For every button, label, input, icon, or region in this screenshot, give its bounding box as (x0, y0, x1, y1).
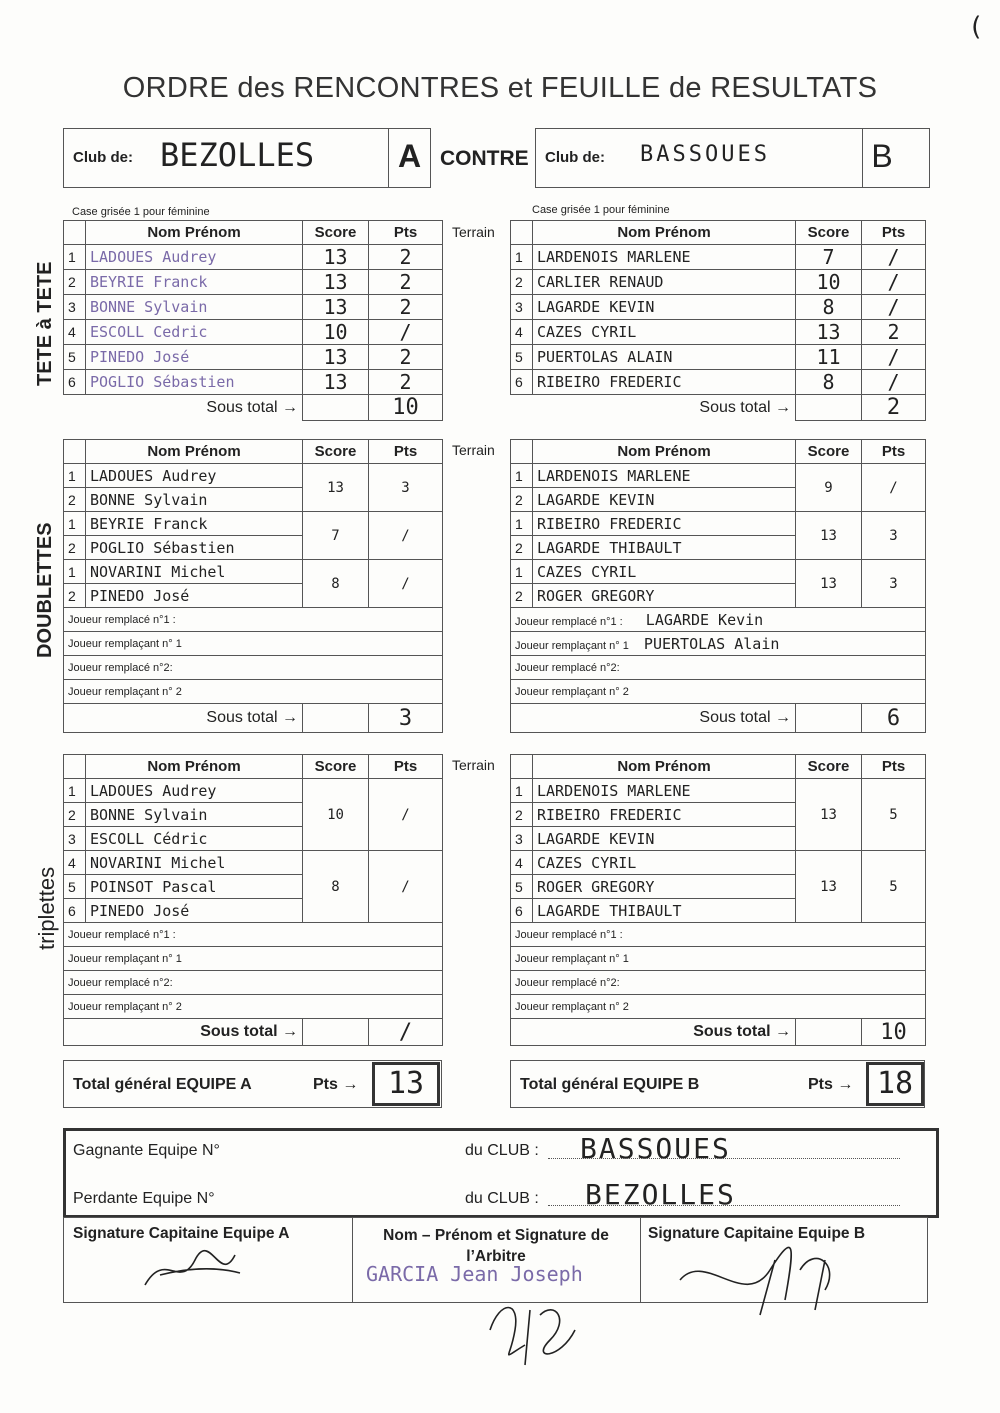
remplace-1-label: Joueur remplacé n°1 : (515, 615, 623, 628)
trip-b-total: 10 (862, 1019, 926, 1046)
player-name: POGLIO Sébastien (86, 536, 303, 560)
player-name: PINEDO José (86, 345, 303, 370)
row-number: 6 (511, 370, 533, 395)
player-name: CAZES CYRIL (533, 560, 796, 584)
table-row (64, 270, 443, 295)
col-pts: Pts (369, 221, 443, 245)
note-a: Case grisée 1 pour féminine (72, 206, 210, 218)
signature-arbitre-label: Nom – Prénom et Signature de l’Arbitre (383, 1227, 609, 1265)
player-name: NOVARINI Michel (86, 560, 303, 584)
score-value: 13 (303, 345, 369, 370)
score-value: 9 (796, 464, 862, 512)
player-name: LADOUES Audrey (86, 245, 303, 270)
table-row (64, 370, 443, 395)
section-label-triplettes: triplettes (34, 866, 59, 950)
row-number: 2 (511, 270, 533, 295)
tete-a-total: 10 (369, 395, 443, 421)
player-name: ESCOLL Cedric (86, 320, 303, 345)
pts-value: 3 (369, 464, 443, 512)
col-score: Score (303, 755, 369, 779)
signature-cap-b-label: Signature Capitaine Equipe B (648, 1225, 866, 1242)
gagnante-label: Gagnante Equipe N° (73, 1142, 220, 1159)
signature-cap-b-image (675, 1240, 855, 1320)
col-score: Score (796, 221, 862, 245)
row-number: 3 (511, 295, 533, 320)
tete-table-a (63, 220, 443, 421)
score-value: 13 (303, 270, 369, 295)
col-pts: Pts (369, 440, 443, 464)
trip-a-total: / (369, 1019, 443, 1046)
col-nom: Nom Prénom (86, 221, 303, 245)
player-name: ROGER GREGORY (533, 584, 796, 608)
score-value: 8 (796, 370, 862, 395)
table-row (511, 270, 926, 295)
perdante-du-club-label: du CLUB : (465, 1190, 539, 1207)
perdante-club: BEZOLLES (585, 1178, 736, 1211)
gagnante-du-club-label: du CLUB : (465, 1142, 539, 1159)
section-label-tete: TETE à TETE (34, 261, 56, 386)
row-number: 1 (64, 779, 86, 803)
player-name: ROGER GREGORY (533, 875, 796, 899)
remplacant-2-label: Joueur remplaçant n° 2 (511, 995, 926, 1019)
row-number: 2 (64, 584, 86, 608)
total-b-pts-label: Pts → (808, 1076, 854, 1093)
player-name: BEYRIE Franck (86, 270, 303, 295)
col-nom: Nom Prénom (533, 221, 796, 245)
player-name: CAZES CYRIL (533, 851, 796, 875)
row-number: 2 (64, 488, 86, 512)
row-number: 5 (64, 345, 86, 370)
score-value: 10 (303, 779, 369, 851)
pts-value: / (862, 245, 926, 270)
total-a-value: 13 (387, 1066, 425, 1101)
pts-value: 3 (862, 512, 926, 560)
pts-value: 5 (862, 851, 926, 923)
terrain-label-3: Terrain (452, 757, 495, 773)
table-row (511, 464, 926, 488)
score-value: 13 (303, 370, 369, 395)
row-number: 1 (511, 512, 533, 536)
row-number: 1 (64, 560, 86, 584)
col-nom: Nom Prénom (86, 755, 303, 779)
gagnante-line (548, 1158, 900, 1159)
signature-divider-1 (352, 1217, 353, 1303)
triplettes-table-a (63, 754, 443, 1046)
club-a-label: Club de: (73, 149, 133, 166)
player-name: LAGARDE KEVIN (533, 827, 796, 851)
pts-value: / (862, 345, 926, 370)
remplacant-2-label: Joueur remplaçant n° 2 (64, 995, 443, 1019)
player-name: CARLIER RENAUD (533, 270, 796, 295)
table-row (64, 779, 443, 803)
note-b: Case grisée 1 pour féminine (532, 204, 670, 216)
table-row (64, 512, 443, 536)
b-remplace-1-value: LAGARDE Kevin (645, 610, 764, 629)
pts-value: 5 (862, 779, 926, 851)
table-row (511, 295, 926, 320)
pts-value: 2 (369, 370, 443, 395)
table-row (511, 560, 926, 584)
pts-value: / (862, 464, 926, 512)
terrain-label-2: Terrain (452, 442, 495, 458)
corner-mark: ( (968, 12, 984, 42)
remplace-1-label: Joueur remplacé n°1 : (64, 608, 443, 632)
club-a-name: BEZOLLES (160, 136, 315, 174)
row-number: 1 (511, 560, 533, 584)
total-a-pts-label: Pts → (313, 1076, 359, 1093)
remplace-2-label: Joueur remplacé n°2: (64, 971, 443, 995)
player-name: RIBEIRO FREDERIC (533, 370, 796, 395)
player-name: BONNE Sylvain (86, 488, 303, 512)
table-row (511, 345, 926, 370)
score-value: 13 (796, 560, 862, 608)
doublettes-table-b (510, 439, 926, 733)
remplacant-1-label: Joueur remplaçant n° 1 (511, 947, 926, 971)
pts-value: / (862, 370, 926, 395)
row-number: 5 (64, 875, 86, 899)
col-nom: Nom Prénom (533, 440, 796, 464)
row-number: 2 (64, 270, 86, 295)
section-label-doublettes: DOUBLETTES (34, 522, 56, 658)
col-nom: Nom Prénom (533, 755, 796, 779)
pts-value: 2 (369, 295, 443, 320)
signature-divider-2 (640, 1217, 641, 1303)
club-b-label: Club de: (545, 149, 605, 166)
sous-total-label: Sous total → (511, 704, 796, 733)
team-b-letter: B (871, 138, 893, 174)
row-number: 1 (511, 464, 533, 488)
signature-arbitre-image (480, 1290, 590, 1370)
row-number: 1 (511, 245, 533, 270)
col-pts: Pts (862, 221, 926, 245)
club-b-name: BASSOUES (640, 142, 770, 167)
remplace-2-label: Joueur remplacé n°2: (511, 656, 926, 680)
table-row (64, 345, 443, 370)
player-name: LADOUES Audrey (86, 779, 303, 803)
col-score: Score (303, 221, 369, 245)
total-b-label: Total général EQUIPE B (520, 1076, 700, 1093)
pts-value: / (862, 270, 926, 295)
player-name: ESCOLL Cédric (86, 827, 303, 851)
pts-value: / (369, 779, 443, 851)
score-value: 7 (796, 245, 862, 270)
pts-value: 2 (369, 270, 443, 295)
score-value: 8 (796, 295, 862, 320)
remplacant-1-label: Joueur remplaçant n° 1 (64, 947, 443, 971)
page-title: ORDRE des RENCONTRES et FEUILLE de RESULTATS (122, 72, 878, 104)
sous-total-label: Sous total → (64, 1019, 303, 1046)
remplace-2-label: Joueur remplacé n°2: (511, 971, 926, 995)
table-row (64, 851, 443, 875)
row-number: 2 (511, 584, 533, 608)
player-name: LARDENOIS MARLENE (533, 464, 796, 488)
score-value: 13 (796, 851, 862, 923)
table-row (511, 245, 926, 270)
player-name: NOVARINI Michel (86, 851, 303, 875)
total-a-label: Total général EQUIPE A (73, 1076, 252, 1093)
player-name: LARDENOIS MARLENE (533, 779, 796, 803)
row-number: 5 (511, 345, 533, 370)
row-number: 2 (64, 536, 86, 560)
score-value: 13 (303, 464, 369, 512)
signature-cap-a-image (140, 1245, 250, 1295)
col-pts: Pts (369, 755, 443, 779)
table-row (511, 320, 926, 345)
pts-value: / (369, 320, 443, 345)
pts-value: / (369, 512, 443, 560)
player-name: LAGARDE THIBAULT (533, 899, 796, 923)
sous-total-label: Sous total → (511, 395, 796, 421)
remplacant-1-label: Joueur remplaçant n° 1 (515, 639, 629, 652)
player-name: PINEDO José (86, 899, 303, 923)
row-number: 3 (511, 827, 533, 851)
player-name: LAGARDE THIBAULT (533, 536, 796, 560)
table-row (64, 560, 443, 584)
row-number: 6 (64, 899, 86, 923)
player-name: PUERTOLAS ALAIN (533, 345, 796, 370)
player-name: BONNE Sylvain (86, 295, 303, 320)
pts-value: / (369, 560, 443, 608)
triplettes-table-b (510, 754, 926, 1046)
contre-label: CONTRE (440, 147, 529, 170)
player-name: LADOUES Audrey (86, 464, 303, 488)
table-row (64, 295, 443, 320)
col-nom: Nom Prénom (86, 440, 303, 464)
pts-value: / (369, 851, 443, 923)
doublettes-table-a (63, 439, 443, 733)
col-pts: Pts (862, 440, 926, 464)
score-value: 13 (796, 779, 862, 851)
score-value: 8 (303, 560, 369, 608)
player-name: POINSOT Pascal (86, 875, 303, 899)
row-number: 4 (511, 320, 533, 345)
team-a-letter: A (397, 138, 422, 174)
row-number: 2 (64, 803, 86, 827)
pts-value: 2 (369, 345, 443, 370)
player-name: CAZES CYRIL (533, 320, 796, 345)
col-score: Score (796, 440, 862, 464)
gagnante-club: BASSOUES (580, 1132, 731, 1165)
perdante-label: Perdante Equipe N° (73, 1190, 215, 1207)
score-value: 11 (796, 345, 862, 370)
sous-total-label: Sous total → (64, 395, 303, 421)
pts-value: 2 (862, 320, 926, 345)
row-number: 1 (511, 779, 533, 803)
row-number: 5 (511, 875, 533, 899)
arbitre-name: GARCIA Jean Joseph (366, 1262, 583, 1286)
remplacant-1-row (511, 632, 926, 656)
remplacant-2-label: Joueur remplaçant n° 2 (511, 680, 926, 704)
row-number: 3 (64, 827, 86, 851)
row-number: 6 (511, 899, 533, 923)
row-number: 4 (511, 851, 533, 875)
score-value: 13 (303, 245, 369, 270)
player-name: LARDENOIS MARLENE (533, 245, 796, 270)
score-value: 13 (796, 320, 862, 345)
player-name: BONNE Sylvain (86, 803, 303, 827)
sous-total-label: Sous total → (511, 1019, 796, 1046)
table-row (64, 464, 443, 488)
score-value: 8 (303, 851, 369, 923)
remplace-1-label: Joueur remplacé n°1 : (64, 923, 443, 947)
perdante-line (548, 1205, 900, 1206)
row-number: 1 (64, 512, 86, 536)
remplacant-2-label: Joueur remplaçant n° 2 (64, 680, 443, 704)
terrain-label-1: Terrain (452, 224, 495, 240)
remplace-2-label: Joueur remplacé n°2: (64, 656, 443, 680)
score-value: 13 (303, 295, 369, 320)
score-value: 7 (303, 512, 369, 560)
col-pts: Pts (862, 755, 926, 779)
player-name: RIBEIRO FREDERIC (533, 803, 796, 827)
player-name: LAGARDE KEVIN (533, 295, 796, 320)
player-name: PINEDO José (86, 584, 303, 608)
score-value: 13 (796, 512, 862, 560)
player-name: POGLIO Sébastien (86, 370, 303, 395)
table-row (511, 370, 926, 395)
b-remplacant-1-value: PUERTOLAS Alain (643, 634, 780, 653)
signature-cap-a-label: Signature Capitaine Equipe A (73, 1225, 290, 1242)
doub-a-total: 3 (369, 704, 443, 733)
player-name: RIBEIRO FREDERIC (533, 512, 796, 536)
row-number: 2 (511, 803, 533, 827)
pts-value: 2 (369, 245, 443, 270)
table-row (511, 512, 926, 536)
table-row (64, 320, 443, 345)
player-name: BEYRIE Franck (86, 512, 303, 536)
remplacant-1-label: Joueur remplaçant n° 1 (64, 632, 443, 656)
score-value: 10 (796, 270, 862, 295)
row-number: 1 (64, 245, 86, 270)
row-number: 6 (64, 370, 86, 395)
tete-table-b (510, 220, 926, 421)
remplace-1-label: Joueur remplacé n°1 : (511, 923, 926, 947)
row-number: 1 (64, 464, 86, 488)
row-number: 4 (64, 851, 86, 875)
pts-value: / (862, 295, 926, 320)
remplace-1-row (511, 608, 926, 632)
row-number: 2 (511, 536, 533, 560)
score-value: 10 (303, 320, 369, 345)
pts-value: 3 (862, 560, 926, 608)
table-row (64, 245, 443, 270)
col-score: Score (796, 755, 862, 779)
row-number: 3 (64, 295, 86, 320)
table-row (511, 851, 926, 875)
tete-b-total: 2 (862, 395, 926, 421)
doub-b-total: 6 (862, 704, 926, 733)
table-row (511, 779, 926, 803)
col-score: Score (303, 440, 369, 464)
sous-total-label: Sous total → (64, 704, 303, 733)
row-number: 4 (64, 320, 86, 345)
player-name: LAGARDE KEVIN (533, 488, 796, 512)
total-b-value: 18 (876, 1066, 914, 1101)
row-number: 2 (511, 488, 533, 512)
